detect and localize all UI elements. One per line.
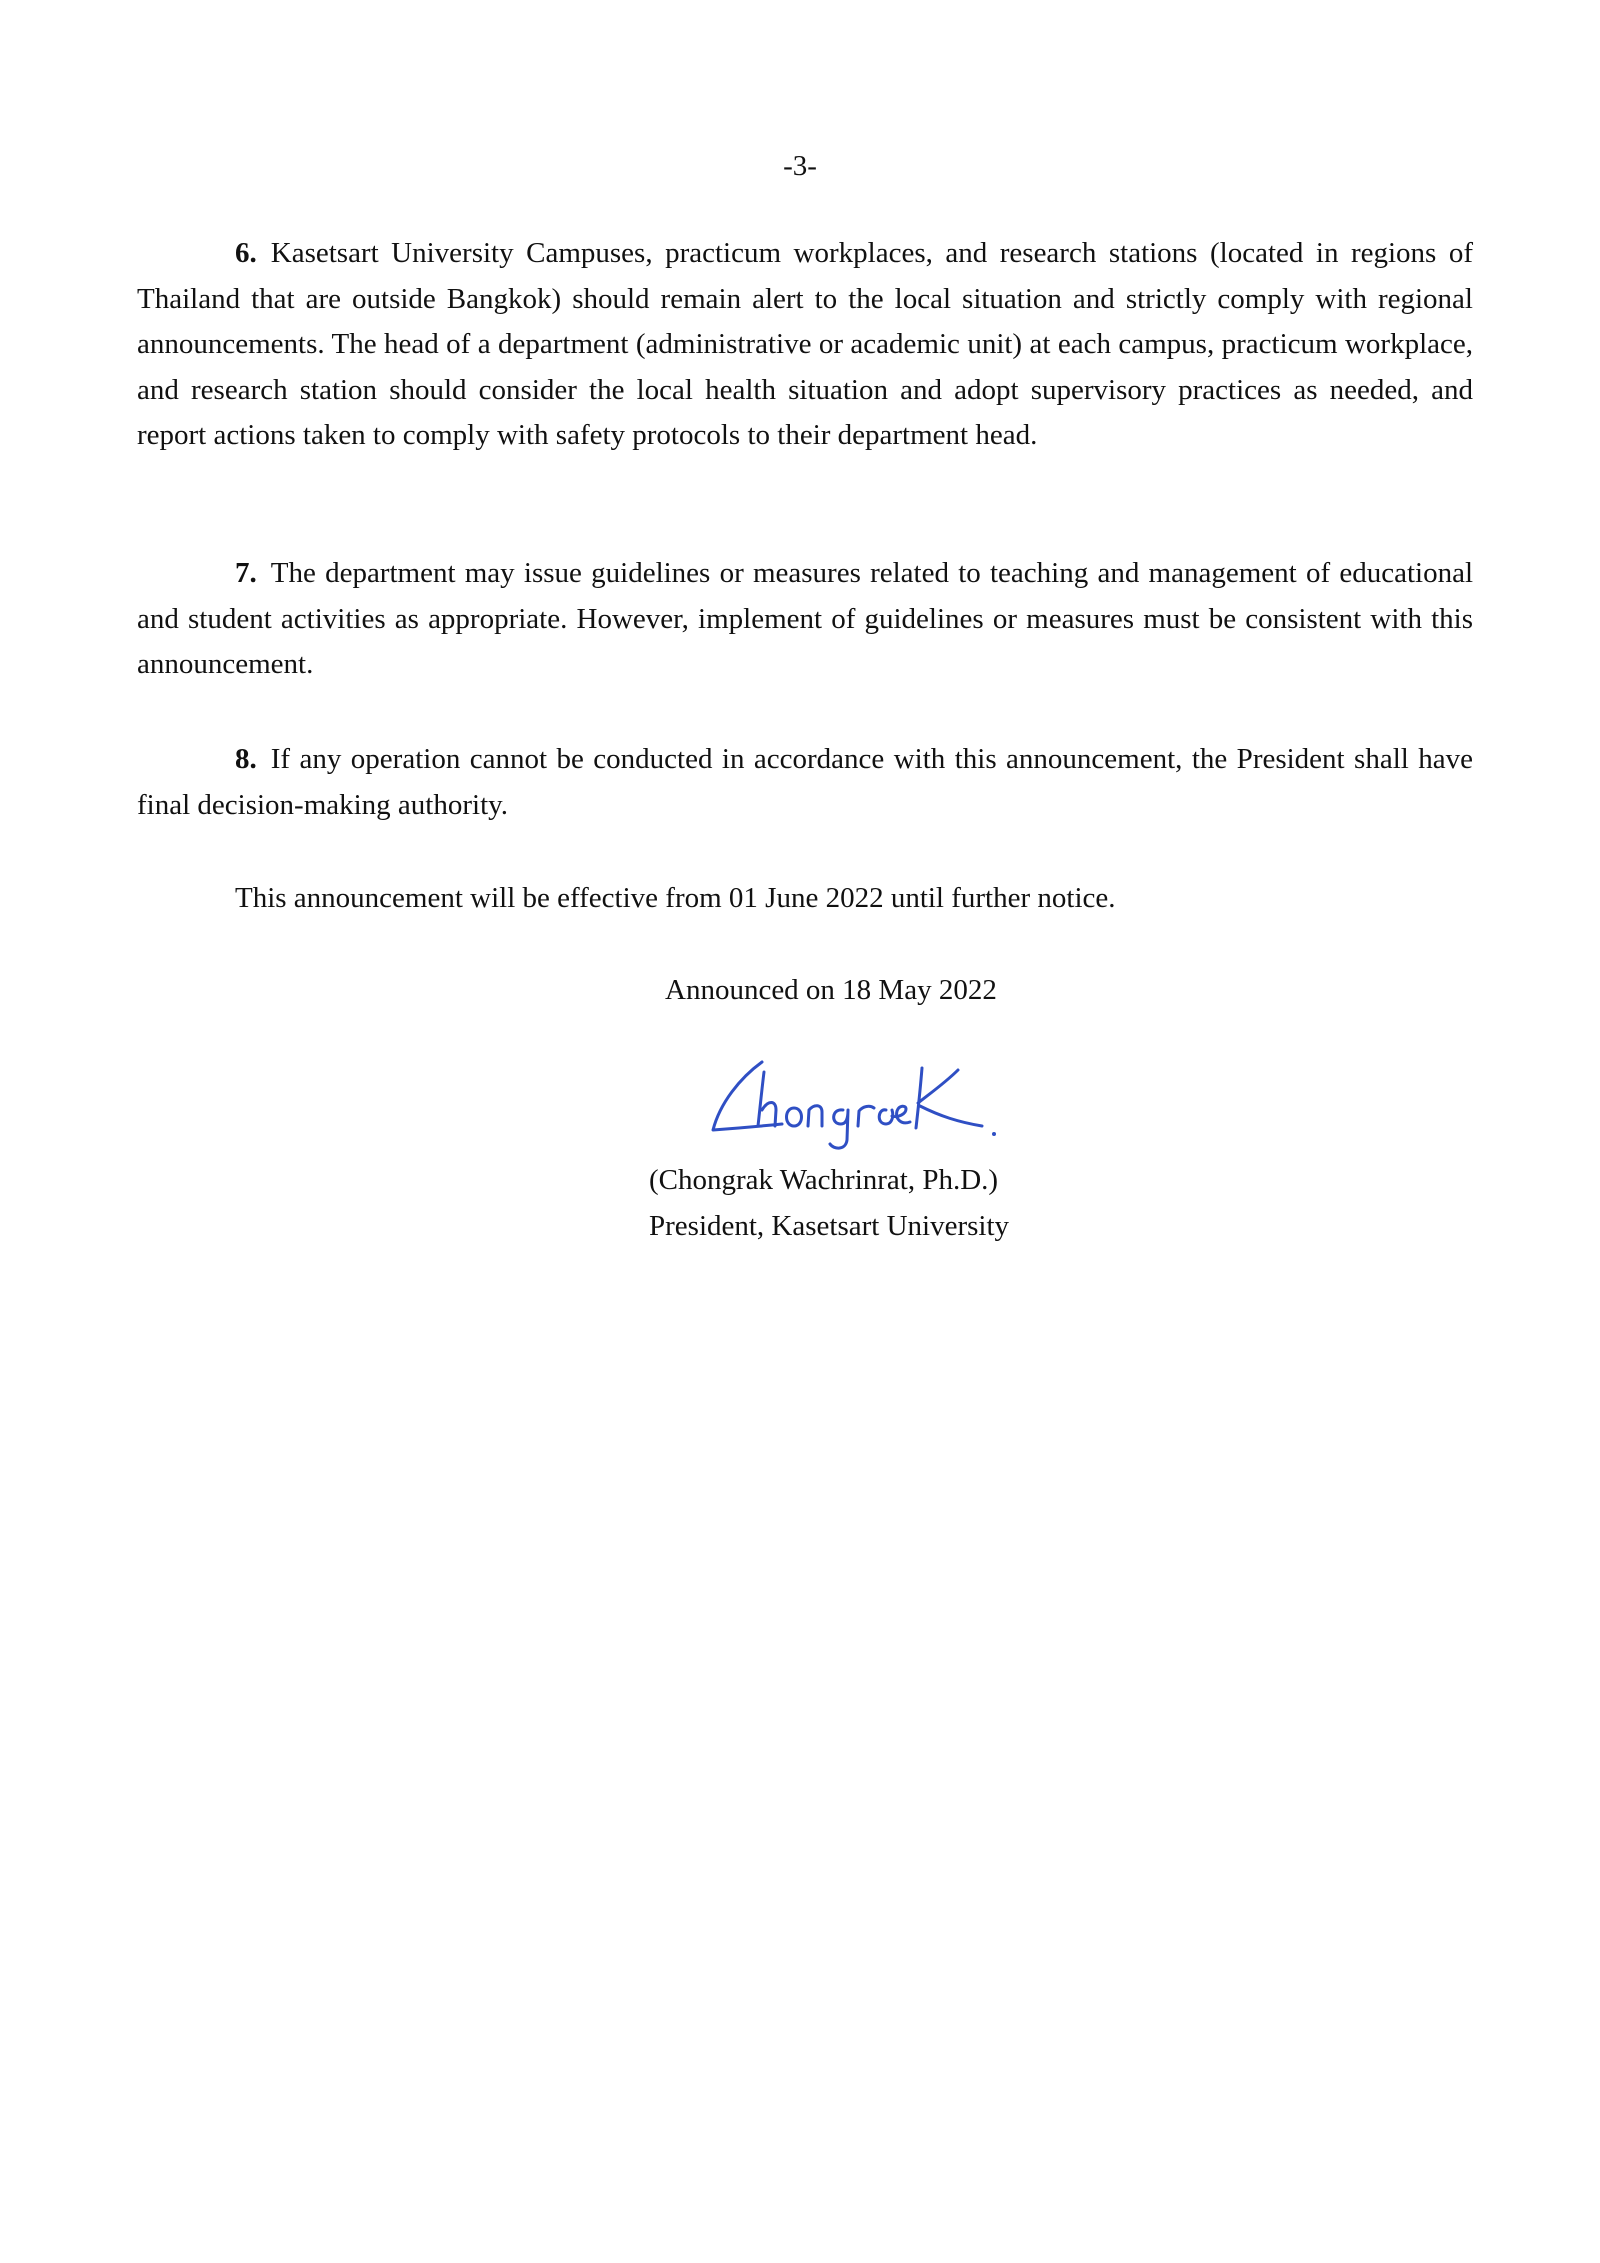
item-8-number: 8.	[235, 743, 257, 775]
item-6-number: 6.	[235, 237, 257, 269]
announced-date: Announced on 18 May 2022	[665, 974, 997, 1006]
item-7-number: 7.	[235, 557, 257, 589]
item-6-text: Kasetsart University Campuses, practicum workplaces, and research stations (located in regions of Thailand that are outside Bangkok) should remain alert to the local situation and strictly comply with regional announcements. The head of a department (administrative or academic unit) at each campus, practicum workplace, and research station should consider the local health situation and adopt supervisory practices as needed, and report actions taken to comply with safety protocols to their department head.	[137, 237, 1473, 452]
signer-title: President, Kasetsart University	[649, 1210, 1010, 1242]
item-6-paragraph	[137, 231, 1473, 459]
signer-name: (Chongrak Wachrinrat, Ph.D.)	[649, 1164, 999, 1196]
item-8-text: If any operation cannot be conducted in accordance with this announcement, the President shall have final decision-making authority.	[137, 743, 1473, 821]
page-number: -3-	[783, 150, 817, 182]
signature-image	[700, 1048, 1000, 1158]
effective-statement: This announcement will be effective from 01 June 2022 until further notice.	[235, 882, 1116, 914]
item-8-paragraph	[137, 737, 1473, 828]
item-7-paragraph	[137, 551, 1473, 688]
item-7-text: The department may issue guidelines or measures related to teaching and management of educational and student activities as appropriate. However, implement of guidelines or measures must be consistent with this announcement.	[137, 557, 1473, 681]
